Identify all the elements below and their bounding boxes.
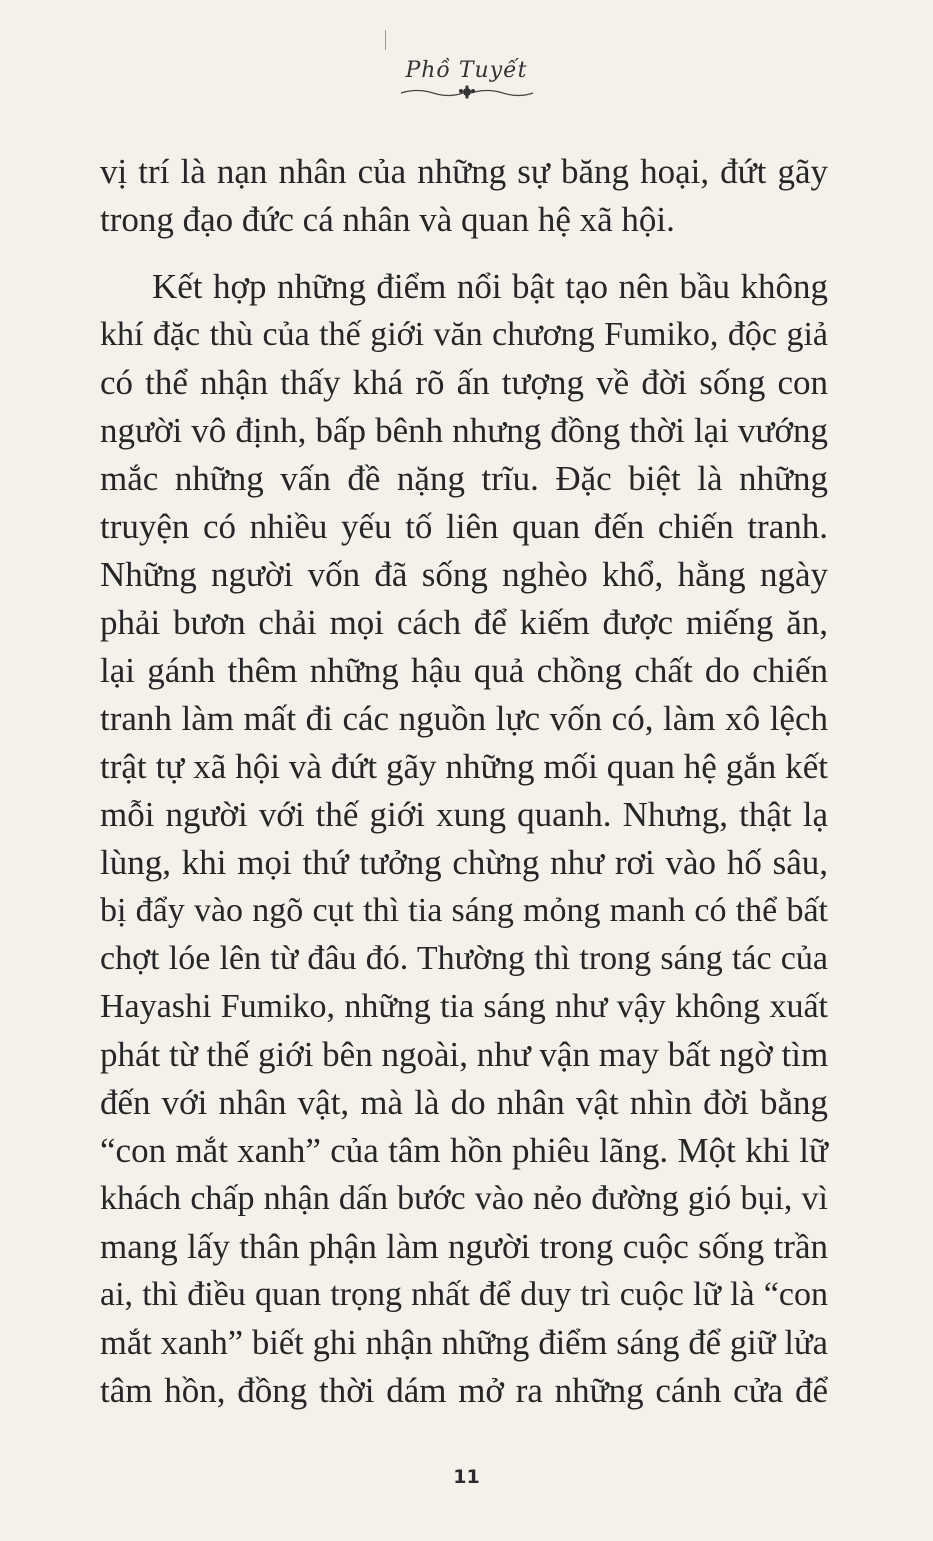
- text-line: “con mắt xanh” của tâm hồn phiêu lãng. Một khi lữ: [100, 1131, 828, 1170]
- text-line: mắt xanh” biết ghi nhận những điểm sáng để giữ lửa: [100, 1324, 828, 1362]
- text-line: lùng, khi mọi thứ tưởng chừng như rơi vào hố sâu,: [100, 843, 828, 882]
- text-line: Kết hợp những điểm nổi bật tạo nên bầu không: [152, 267, 828, 306]
- text-line: chợt lóe lên từ đâu đó. Thường thì trong sáng tác của: [100, 940, 828, 977]
- text-line: mỗi người với thế giới xung quanh. Nhưng, thật lạ: [100, 795, 828, 834]
- text-line: truyện có nhiều yếu tố liên quan đến chiến tranh.: [100, 507, 828, 546]
- page-number: 11: [453, 1466, 480, 1488]
- text-line: trong đạo đức cá nhân và quan hệ xã hội.: [100, 200, 675, 239]
- text-line: tâm hồn, đồng thời dám mở ra những cánh cửa để: [100, 1371, 828, 1410]
- text-line: người vô định, bấp bênh nhưng đồng thời lại vướng: [100, 411, 828, 450]
- text-line: mang lấy thân phận làm người trong cuộc sống trần: [100, 1227, 828, 1266]
- running-header: [0, 58, 933, 99]
- body-text: [100, 148, 828, 1415]
- text-line: bị đẩy vào ngõ cụt thì tia sáng mỏng manh có thể bất: [100, 892, 828, 929]
- page-crease: [385, 30, 386, 50]
- text-line: mắc những vấn đề nặng trĩu. Đặc biệt là những: [100, 459, 828, 498]
- text-line: có thể nhận thấy khá rõ ấn tượng về đời sống con: [100, 363, 828, 402]
- text-line: vị trí là nạn nhân của những sự băng hoại, đứt gãy: [100, 152, 828, 191]
- text-line: khí đặc thù của thế giới văn chương Fumiko, độc giả: [100, 316, 828, 353]
- text-line: Những người vốn đã sống nghèo khổ, hằng ngày: [100, 555, 828, 594]
- text-line: trật tự xã hội và đứt gãy những mối quan hệ gắn kết: [100, 747, 828, 786]
- text-line: phải bươn chải mọi cách để kiếm được miếng ăn,: [100, 603, 828, 642]
- text-line: ai, thì điều quan trọng nhất để duy trì cuộc lữ là “con: [100, 1276, 828, 1313]
- flourish-ornament-icon: [397, 85, 537, 99]
- text-line: lại gánh thêm những hậu quả chồng chất do chiến: [100, 651, 828, 690]
- text-line: tranh làm mất đi các nguồn lực vốn có, làm xô lệch: [100, 699, 828, 738]
- header-title: Phồ Tuyết: [405, 58, 528, 83]
- text-line: phát từ thế giới bên ngoài, như vận may bất ngờ tìm: [100, 1035, 829, 1074]
- text-line: Hayashi Fumiko, những tia sáng như vậy không xuất: [100, 988, 828, 1025]
- text-line: khách chấp nhận dấn bước vào nẻo đường gió bụi, vì: [100, 1180, 828, 1217]
- text-line: đến với nhân vật, mà là do nhân vật nhìn đời bằng: [100, 1083, 828, 1122]
